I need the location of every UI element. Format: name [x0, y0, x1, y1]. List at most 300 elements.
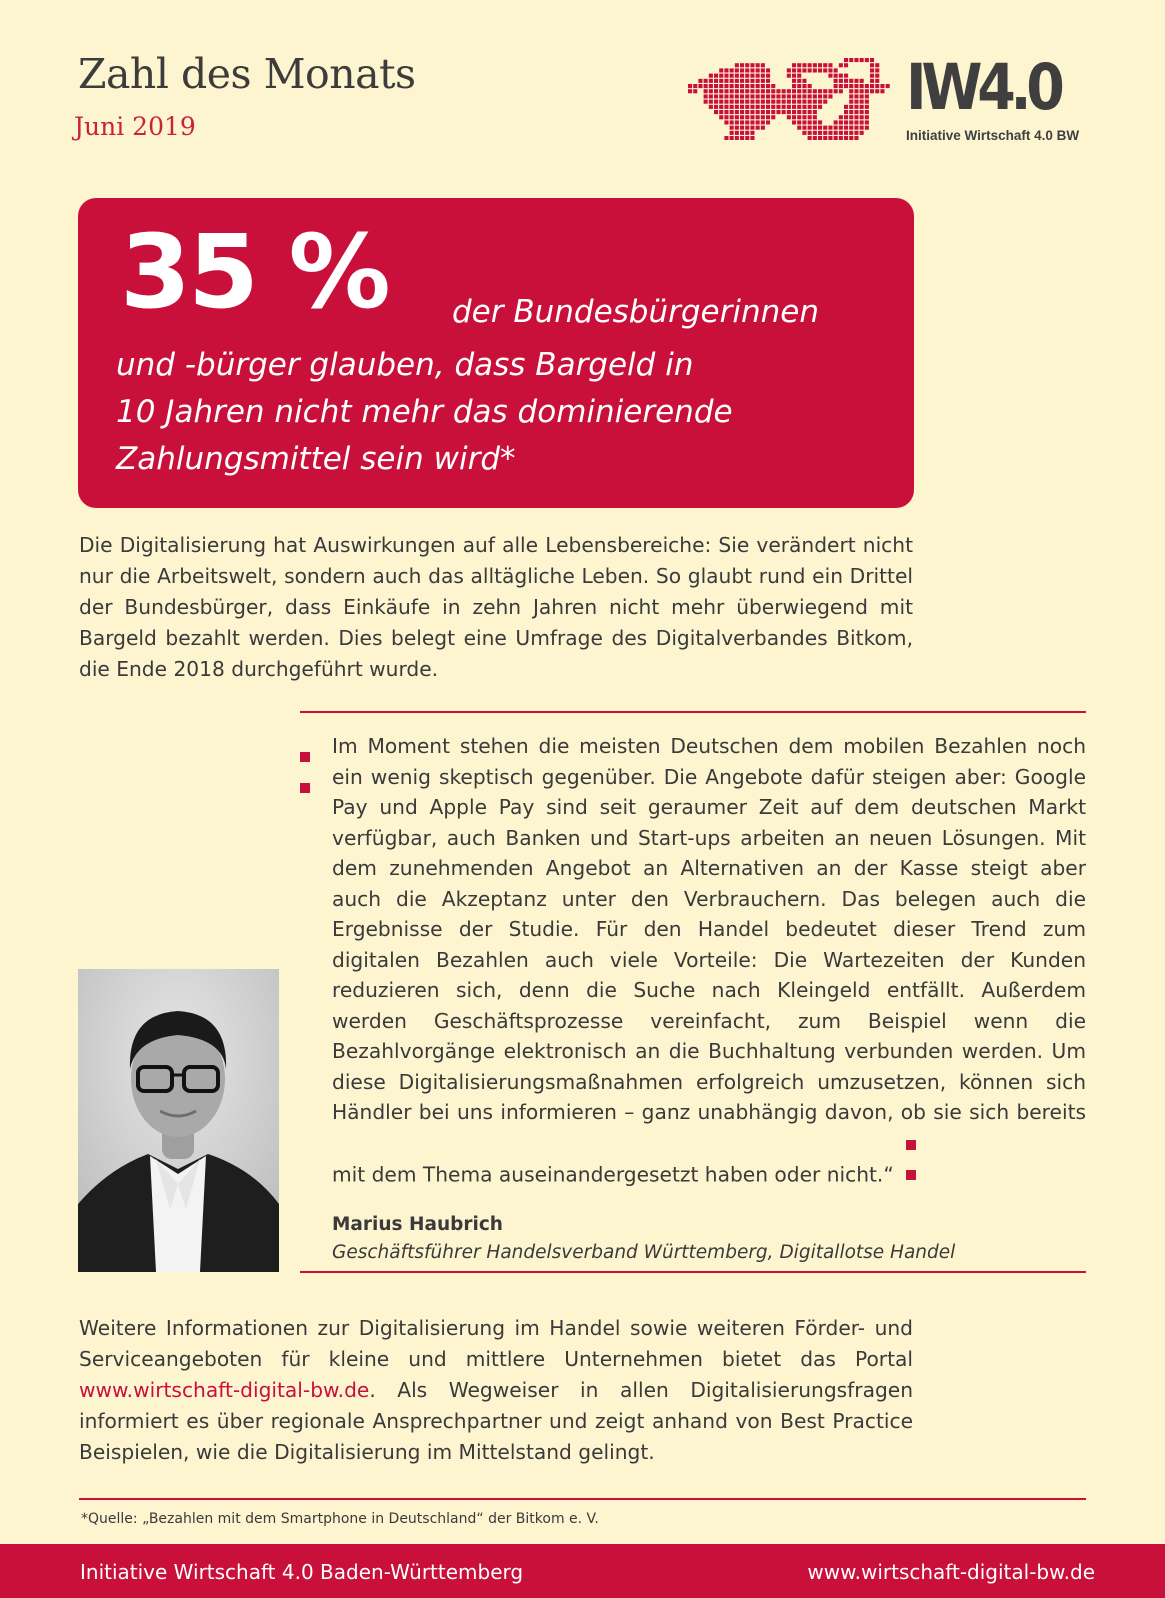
- logo-pixel: [854, 120, 858, 124]
- logo-pixel: [740, 94, 744, 98]
- outro-text-before: Weitere Informationen zur Digitalisierung im Handel sowie weiteren Förder- und Serviceangeboten für kleine und mittlere Unternehmen bietet das Portal: [79, 1316, 913, 1371]
- logo-pixel: [750, 100, 754, 104]
- logo-pixel: [740, 100, 744, 104]
- logo-pixel: [860, 105, 864, 109]
- logo-pixel: [844, 58, 848, 62]
- logo-pixel: [870, 63, 874, 67]
- logo-pixel: [724, 120, 728, 124]
- logo-pixel: [719, 89, 723, 93]
- logo-pixel: [724, 110, 728, 114]
- logo-pixel: [854, 58, 858, 62]
- lion-pixel-logo: [688, 58, 898, 140]
- logo-pixel: [865, 100, 869, 104]
- logo-pixel: [704, 100, 708, 104]
- outro-paragraph: [79, 1313, 913, 1468]
- logo-pixel: [792, 63, 796, 67]
- logo-pixel: [756, 63, 760, 67]
- logo-pixel: [875, 68, 879, 72]
- logo-pixel: [745, 94, 749, 98]
- logo-pixel: [730, 126, 734, 130]
- logo-pixel: [719, 105, 723, 109]
- logo-pixel: [719, 68, 723, 72]
- logo-pixel: [844, 84, 848, 88]
- logo-pixel: [730, 94, 734, 98]
- logo-pixel: [735, 100, 739, 104]
- logo-pixel: [745, 105, 749, 109]
- logo-pixel: [797, 84, 801, 88]
- logo-pixel: [761, 84, 765, 88]
- logo-pixel: [808, 89, 812, 93]
- logo-pixel: [740, 136, 744, 140]
- logo-pixel: [724, 74, 728, 78]
- logo-pixel: [813, 63, 817, 67]
- logo-pixel: [813, 115, 817, 119]
- logo-pixel: [787, 94, 791, 98]
- logo-pixel: [740, 79, 744, 83]
- logo-pixel: [797, 105, 801, 109]
- logo-pixel: [750, 84, 754, 88]
- logo-pixel: [834, 79, 838, 83]
- logo-pixel: [756, 120, 760, 124]
- logo-pixel: [750, 63, 754, 67]
- logo-pixel: [792, 120, 796, 124]
- logo-pixel: [792, 105, 796, 109]
- logo-pixel: [766, 100, 770, 104]
- logo-pixel: [735, 115, 739, 119]
- logo-pixel: [756, 68, 760, 72]
- logo-pixel: [797, 74, 801, 78]
- logo-pixel: [797, 126, 801, 130]
- logo-pixel: [818, 120, 822, 124]
- logo-pixel: [745, 89, 749, 93]
- logo-pixel: [787, 110, 791, 114]
- logo-pixel: [750, 126, 754, 130]
- logo-pixel: [766, 115, 770, 119]
- portrait-image: [78, 969, 279, 1272]
- logo-pixel: [730, 89, 734, 93]
- logo-pixel: [808, 84, 812, 88]
- logo-pixel: [828, 63, 832, 67]
- quote-box: [300, 711, 1086, 1273]
- logo-pixel: [849, 84, 853, 88]
- logo-pixel: [818, 105, 822, 109]
- logo-pixel: [745, 120, 749, 124]
- logo-pixel: [797, 120, 801, 124]
- logo-wordmark: IW4.0: [906, 51, 1060, 124]
- logo-pixel: [839, 115, 843, 119]
- logo-pixel: [756, 100, 760, 104]
- logo-pixel: [750, 68, 754, 72]
- logo-pixel: [761, 120, 765, 124]
- logo-pixel: [854, 100, 858, 104]
- logo-pixel: [823, 100, 827, 104]
- logo-pixel: [776, 105, 780, 109]
- logo-pixel: [730, 84, 734, 88]
- logo-pixel: [740, 120, 744, 124]
- logo-pixel: [771, 84, 775, 88]
- logo-pixel: [709, 84, 713, 88]
- logo-pixel: [854, 84, 858, 88]
- logo-pixel: [875, 84, 879, 88]
- logo-pixel: [761, 100, 765, 104]
- logo-pixel: [787, 105, 791, 109]
- logo-pixel: [839, 89, 843, 93]
- logo-pixel: [756, 89, 760, 93]
- logo-pixel: [709, 74, 713, 78]
- logo-pixel: [756, 94, 760, 98]
- logo-pixel: [735, 110, 739, 114]
- logo-pixel: [766, 68, 770, 72]
- logo-pixel: [766, 84, 770, 88]
- logo-pixel: [735, 120, 739, 124]
- source-footnote: *Quelle: „Bezahlen mit dem Smartphone in Deutschland“ der Bitkom e. V.: [81, 1511, 599, 1527]
- logo-pixel: [735, 63, 739, 67]
- logo-pixel: [823, 63, 827, 67]
- quote: [332, 731, 1086, 1190]
- logo-pixel: [714, 100, 718, 104]
- logo-pixel: [797, 79, 801, 83]
- quote-close-mark: [906, 1128, 930, 1140]
- logo-pixel: [844, 136, 848, 140]
- logo-pixel: [750, 94, 754, 98]
- logo-pixel: [854, 89, 858, 93]
- logo-pixel: [808, 100, 812, 104]
- portrait-photo: [78, 969, 279, 1272]
- logo-pixel: [802, 115, 806, 119]
- logo-pixel: [818, 68, 822, 72]
- logo-pixel: [714, 89, 718, 93]
- logo-pixel: [823, 126, 827, 130]
- logo-pixel: [724, 105, 728, 109]
- logo-pixel: [719, 115, 723, 119]
- logo-pixel: [875, 63, 879, 67]
- logo-pixel: [776, 94, 780, 98]
- logo-pixel: [688, 89, 692, 93]
- logo-pixel: [771, 89, 775, 93]
- logo-pixel: [735, 68, 739, 72]
- logo-pixel: [766, 79, 770, 83]
- logo-pixel: [854, 79, 858, 83]
- logo-pixel: [865, 126, 869, 130]
- logo-pixel: [808, 63, 812, 67]
- logo-pixel: [745, 100, 749, 104]
- logo-pixel: [839, 74, 843, 78]
- logo-pixel: [693, 84, 697, 88]
- hero-line-3: 10 Jahren nicht mehr das dominierende: [116, 394, 733, 430]
- footer-url[interactable]: www.wirtschaft-digital-bw.de: [807, 1560, 1095, 1584]
- logo-pixel: [818, 89, 822, 93]
- logo-pixel: [756, 84, 760, 88]
- logo-pixel: [745, 110, 749, 114]
- logo-pixel: [782, 94, 786, 98]
- logo-pixel: [834, 74, 838, 78]
- logo-pixel: [730, 136, 734, 140]
- logo-pixel: [714, 110, 718, 114]
- logo-pixel: [735, 79, 739, 83]
- hero-text: [116, 342, 733, 483]
- logo-pixel: [844, 126, 848, 130]
- logo-pixel: [870, 79, 874, 83]
- logo-pixel: [761, 115, 765, 119]
- logo-pixel: [719, 84, 723, 88]
- logo-pixel: [745, 131, 749, 135]
- logo-pixel: [704, 84, 708, 88]
- outro-text-after: . Als Wegweiser in allen Digitalisierungsfragen informiert es über regionale Ansprechpartner und zeigt anhand von Best Practice Beispielen, wie die Digitalisierung im Mittelstand gelingt.: [79, 1378, 913, 1464]
- logo-pixel: [813, 68, 817, 72]
- logo-pixel: [735, 136, 739, 140]
- logo-pixel: [724, 115, 728, 119]
- logo-pixel: [844, 115, 848, 119]
- logo-pixel: [802, 68, 806, 72]
- logo-pixel: [839, 136, 843, 140]
- logo-pixel: [761, 126, 765, 130]
- logo-pixel: [724, 94, 728, 98]
- logo-pixel: [834, 84, 838, 88]
- logo-pixel: [709, 100, 713, 104]
- logo-pixel: [849, 89, 853, 93]
- logo-pixel: [834, 120, 838, 124]
- logo-pixel: [844, 74, 848, 78]
- logo-pixel: [860, 120, 864, 124]
- logo-pixel: [865, 120, 869, 124]
- logo-pixel: [808, 94, 812, 98]
- logo-pixel: [719, 94, 723, 98]
- logo-pixel: [865, 89, 869, 93]
- logo-pixel: [745, 115, 749, 119]
- logo-pixel: [849, 94, 853, 98]
- hero-box: [78, 198, 914, 508]
- logo-pixel: [740, 74, 744, 78]
- logo-pixel: [808, 120, 812, 124]
- logo-pixel: [735, 89, 739, 93]
- author-name: Marius Haubrich: [332, 1214, 503, 1235]
- logo-pixel: [714, 94, 718, 98]
- logo-pixel: [750, 105, 754, 109]
- logo-pixel: [813, 105, 817, 109]
- logo-pixel: [792, 110, 796, 114]
- logo-pixel: [849, 131, 853, 135]
- hero-line-2: und -bürger glauben, dass Bargeld in: [116, 347, 694, 383]
- logo-pixel: [714, 79, 718, 83]
- logo-pixel: [730, 131, 734, 135]
- logo-pixel: [787, 74, 791, 78]
- logo-pixel: [745, 68, 749, 72]
- hero-line-4: Zahlungsmittel sein wird*: [116, 441, 516, 477]
- quote-open-mark: [300, 740, 324, 752]
- logo-pixel: [802, 110, 806, 114]
- logo-pixel: [797, 100, 801, 104]
- logo-pixel: [792, 94, 796, 98]
- logo-pixel: [724, 84, 728, 88]
- logo-pixel: [730, 68, 734, 72]
- logo-pixel: [839, 79, 843, 83]
- logo-pixel: [823, 136, 827, 140]
- logo-pixel: [834, 126, 838, 130]
- logo-pixel: [771, 105, 775, 109]
- logo-pixel: [756, 105, 760, 109]
- logo-pixel: [750, 110, 754, 114]
- logo-pixel: [860, 131, 864, 135]
- logo-pixel: [745, 79, 749, 83]
- logo-pixel: [750, 115, 754, 119]
- logo-pixel: [787, 100, 791, 104]
- logo-pixel: [745, 136, 749, 140]
- logo-pixel: [860, 79, 864, 83]
- logo-pixel: [870, 84, 874, 88]
- logo-pixel: [849, 120, 853, 124]
- logo-pixel: [730, 74, 734, 78]
- logo-pixel: [766, 74, 770, 78]
- logo-pixel: [802, 89, 806, 93]
- logo-pixel: [828, 126, 832, 130]
- logo-pixel: [761, 68, 765, 72]
- logo-pixel: [834, 136, 838, 140]
- logo-pixel: [870, 89, 874, 93]
- logo-pixel: [740, 110, 744, 114]
- logo-pixel: [740, 84, 744, 88]
- logo-pixel: [782, 110, 786, 114]
- quote-text: Im Moment stehen die meisten Deutschen dem mobilen Bezahlen noch ein wenig skeptisch gegenüber. Die Angebote dafür steigen aber: Google Pay und Apple Pay sind seit geraumer Zeit auf dem deutschen Markt verfügbar, auch Banken und Start-ups arbeiten an neuen Lösungen. Mit dem zunehmenden Angebot an Alternativen an der Kasse steigt aber auch die Akzeptanz unter den Verbrauchern. Das belegen auch die Ergebnisse der Studie. Für den Handel bedeutet dieser Trend zum digitalen Bezahlen auch viele Vorteile: Die Wartezeiten der Kunden reduzieren sich, denn die Suche nach Kleingeld entfällt. Außerdem werden Geschäftsprozesse vereinfacht, zum Beispiel wenn die Bezahlvorgänge elektronisch an die Buchhaltung verbunden werden. Um diese Digitalisierungsmaßnahmen erfolgreich umzusetzen, können sich Händler bei uns informieren – ganz unabhängig davon, ob sie sich bereits mit dem Thema auseinandergesetzt haben oder nicht.“: [332, 734, 1086, 1186]
- page-date: Juni 2019: [74, 112, 196, 141]
- logo-pixel: [865, 115, 869, 119]
- logo-pixel: [880, 89, 884, 93]
- logo-pixel: [854, 94, 858, 98]
- logo-pixel: [818, 126, 822, 130]
- logo-pixel: [886, 84, 890, 88]
- logo-pixel: [782, 89, 786, 93]
- logo-pixel: [860, 89, 864, 93]
- logo-pixel: [854, 136, 858, 140]
- logo-pixel: [698, 84, 702, 88]
- logo-pixel: [740, 126, 744, 130]
- logo-pixel: [776, 110, 780, 114]
- quote-author: [332, 1211, 955, 1267]
- logo-pixel: [854, 115, 858, 119]
- logo-pixel: [787, 89, 791, 93]
- logo-pixel: [802, 63, 806, 67]
- logo-pixel: [839, 63, 843, 67]
- logo-pixel: [756, 126, 760, 130]
- intro-paragraph: Die Digitalisierung hat Auswirkungen auf alle Lebensbereiche: Sie verändert nicht nur die Arbeitswelt, sondern auch das alltägliche Leben. So glaubt rund ein Drittel der Bundesbürger, dass Einkäufe in zehn Jahren nicht mehr überwiegend mit Bargeld bezahlt werden. Dies belegt eine Umfrage des Digitalverbandes Bitkom, die Ende 2018 durchgeführt wurde.: [79, 533, 913, 681]
- logo-pixel: [844, 105, 848, 109]
- logo-pixel: [802, 126, 806, 130]
- logo-pixel: [802, 94, 806, 98]
- logo-pixel: [792, 79, 796, 83]
- logo-pixel: [860, 126, 864, 130]
- portal-link[interactable]: www.wirtschaft-digital-bw.de: [79, 1378, 370, 1402]
- logo-pixel: [844, 79, 848, 83]
- logo-pixel: [860, 110, 864, 114]
- logo-pixel: [776, 89, 780, 93]
- logo-pixel: [735, 105, 739, 109]
- logo-pixel: [740, 131, 744, 135]
- logo-pixel: [823, 94, 827, 98]
- logo-pixel: [880, 84, 884, 88]
- logo-pixel: [792, 84, 796, 88]
- logo-pixel: [724, 79, 728, 83]
- footnote-divider: [79, 1498, 1086, 1500]
- logo-pixel: [766, 89, 770, 93]
- logo-pixel: [834, 131, 838, 135]
- logo-pixel: [818, 131, 822, 135]
- logo-pixel: [730, 79, 734, 83]
- logo-pixel: [813, 100, 817, 104]
- logo-pixel: [823, 68, 827, 72]
- logo-pixel: [808, 68, 812, 72]
- logo-pixel: [813, 131, 817, 135]
- logo-pixel: [740, 115, 744, 119]
- iw40-logo: [688, 50, 1088, 150]
- logo-pixel: [828, 94, 832, 98]
- logo-pixel: [860, 115, 864, 119]
- logo-pixel: [813, 120, 817, 124]
- logo-pixel: [823, 131, 827, 135]
- logo-pixel: [756, 74, 760, 78]
- logo-pixel: [813, 136, 817, 140]
- hero-line-1: der Bundesbürgerinnen: [452, 294, 820, 330]
- logo-pixel: [849, 79, 853, 83]
- logo-pixel: [719, 110, 723, 114]
- logo-pixel: [797, 68, 801, 72]
- logo-pixel: [735, 131, 739, 135]
- logo-pixel: [875, 89, 879, 93]
- logo-pixel: [704, 94, 708, 98]
- logo-pixel: [787, 115, 791, 119]
- logo-pixel: [761, 89, 765, 93]
- logo-pixel: [818, 63, 822, 67]
- logo-pixel: [849, 126, 853, 130]
- logo-pixel: [839, 120, 843, 124]
- logo-pixel: [802, 100, 806, 104]
- logo-pixel: [849, 115, 853, 119]
- logo-pixel: [740, 105, 744, 109]
- logo-pixel: [704, 89, 708, 93]
- logo-pixel: [828, 89, 832, 93]
- logo-pixel: [724, 100, 728, 104]
- logo-pixel: [719, 100, 723, 104]
- logo-pixel: [870, 74, 874, 78]
- logo-pixel: [745, 74, 749, 78]
- logo-pixel: [766, 120, 770, 124]
- logo-pixel: [839, 84, 843, 88]
- logo-pixel: [714, 74, 718, 78]
- logo-pixel: [792, 115, 796, 119]
- logo-pixel: [756, 79, 760, 83]
- logo-pixel: [802, 84, 806, 88]
- logo-pixel: [766, 110, 770, 114]
- logo-pixel: [865, 105, 869, 109]
- logo-pixel: [709, 105, 713, 109]
- logo-pixel: [750, 79, 754, 83]
- logo-pixel: [792, 89, 796, 93]
- logo-pixel: [875, 74, 879, 78]
- logo-pixel: [870, 68, 874, 72]
- logo-pixel: [865, 58, 869, 62]
- logo-pixel: [802, 120, 806, 124]
- author-role: Geschäftsführer Handelsverband Württemberg, Digitallotse Handel: [332, 1242, 956, 1263]
- page-title: Zahl des Monats: [78, 50, 416, 98]
- logo-pixel: [735, 94, 739, 98]
- logo-pixel: [828, 68, 832, 72]
- logo-pixel: [802, 105, 806, 109]
- logo-pixel: [849, 100, 853, 104]
- logo-pixel: [730, 115, 734, 119]
- logo-pixel: [834, 89, 838, 93]
- logo-pixel: [818, 136, 822, 140]
- logo-pixel: [782, 100, 786, 104]
- logo-pixel: [745, 84, 749, 88]
- logo-pixel: [792, 100, 796, 104]
